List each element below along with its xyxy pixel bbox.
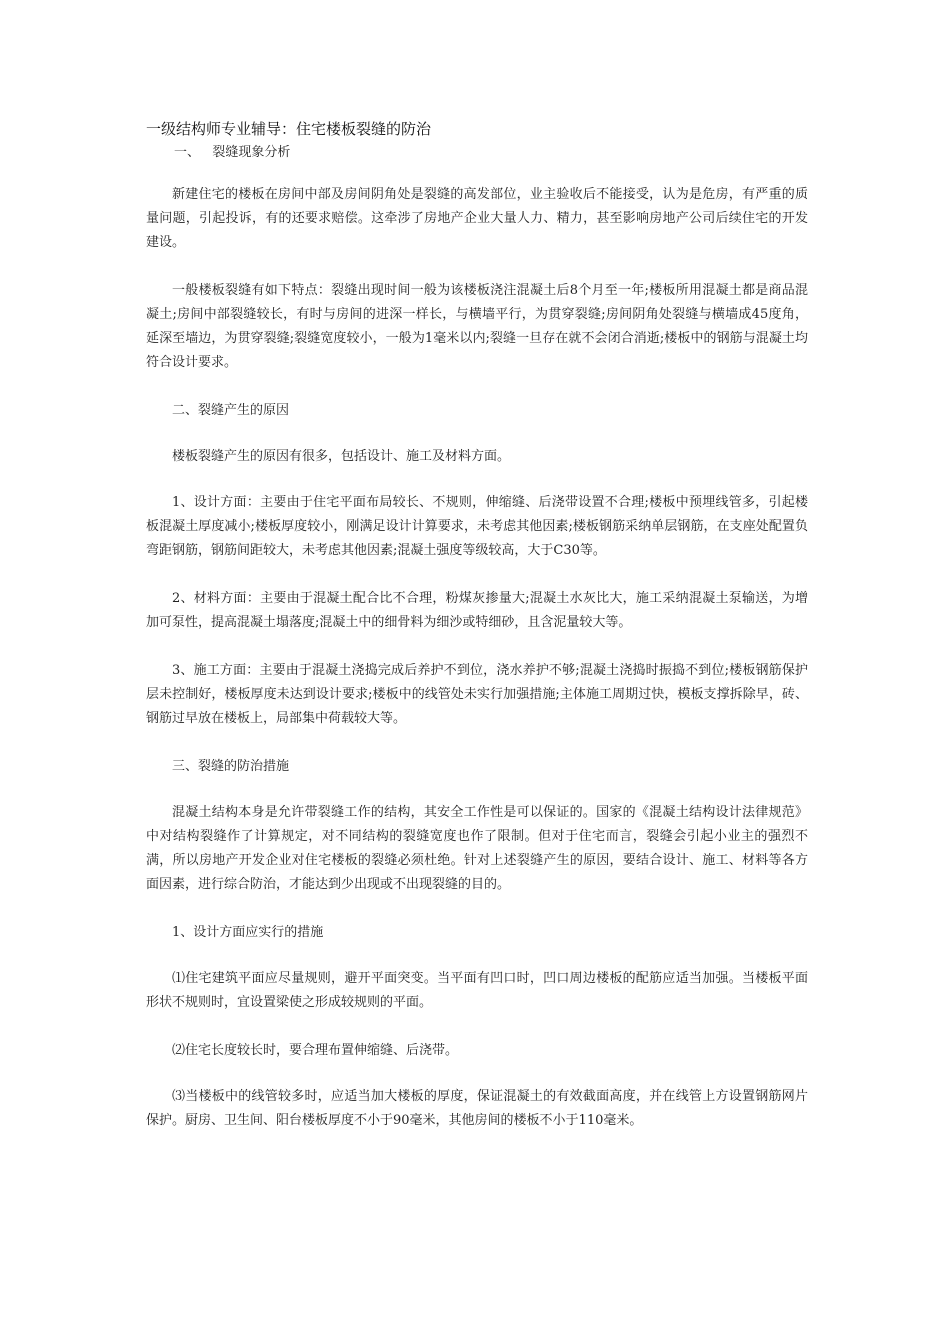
section-heading-3: 三、裂缝的防治措施 bbox=[172, 759, 290, 774]
section-heading-2: 二、裂缝产生的原因 bbox=[172, 403, 290, 418]
paragraph-construction-causes: 3、施工方面：主要由于混凝土浇捣完成后养护不到位，浇水养护不够;混凝土浇捣时振捣不到位;楼板钢筋保护层未控制好，楼板厚度未达到设计要求;楼板中的线管处未实行加强措施;主体施工周期过快，模板支撑拆除早，砖、钢筋过早放在楼板上，局部集中荷载较大等。 bbox=[146, 663, 808, 726]
document-body bbox=[146, 118, 808, 1157]
section-heading-1: 一、 裂缝现象分析 bbox=[174, 145, 291, 160]
paragraph-measure-3: ⑶当楼板中的线管较多时，应适当加大楼板的厚度，保证混凝土的有效截面高度，并在线管上方设置钢筋网片保护。厨房、卫生间、阳台楼板厚度不小于90毫米，其他房间的楼板不小于110毫米。 bbox=[146, 1089, 808, 1128]
paragraph-prevention-intro: 混凝土结构本身是允许带裂缝工作的结构，其安全工作性是可以保证的。国家的《混凝土结构设计法律规范》中对结构裂缝作了计算规定，对不同结构的裂缝宽度也作了限制。但对于住宅而言，裂缝会引起小业主的强烈不满，所以房地产开发企业对住宅楼板的裂缝必须杜绝。针对上述裂缝产生的原因，要结合设计、施工、材料等各方面因素，进行综合防治，才能达到少出现或不出现裂缝的目的。 bbox=[146, 805, 808, 892]
paragraph-design-causes: 1、设计方面：主要由于住宅平面布局较长、不规则，伸缩缝、后浇带设置不合理;楼板中预埋线管多，引起楼板混凝土厚度减小;楼板厚度较小，刚满足设计计算要求，未考虑其他因素;楼板钢筋采纳单层钢筋，在支座处配置负弯距钢筋，钢筋间距较大，未考虑其他因素;混凝土强度等级较高，大于C30等。 bbox=[146, 495, 808, 558]
paragraph-causes-intro: 楼板裂缝产生的原因有很多，包括设计、施工及材料方面。 bbox=[172, 449, 511, 464]
paragraph-material-causes: 2、材料方面：主要由于混凝土配合比不合理，粉煤灰掺量大;混凝土水灰比大，施工采纳混凝土泵输送，为增加可泵性，提高混凝土塌落度;混凝土中的细骨料为细沙或特细砂，且含泥量较大等。 bbox=[146, 591, 808, 630]
paragraph-measure-2: ⑵住宅长度较长时，要合理布置伸缩缝、后浇带。 bbox=[172, 1043, 459, 1058]
paragraph-measure-1: ⑴住宅建筑平面应尽量规则，避开平面突变。当平面有凹口时，凹口周边楼板的配筋应适当加强。当楼板平面形状不规则时，宜设置梁使之形成较规则的平面。 bbox=[146, 971, 808, 1010]
subheading-design-measures: 1、设计方面应实行的措施 bbox=[172, 925, 324, 940]
paragraph-background: 新建住宅的楼板在房间中部及房间阴角处是裂缝的高发部位，业主验收后不能接受，认为是危房，有严重的质量问题，引起投诉，有的还要求赔偿。这牵涉了房地产企业大量人力、精力，甚至影响房地产公司后续住宅的开发建设。 bbox=[146, 187, 808, 250]
paragraph-crack-features: 一般楼板裂缝有如下特点：裂缝出现时间一般为该楼板浇注混凝土后8个月至一年;楼板所用混凝土都是商品混凝土;房间中部裂缝较长，有时与房间的进深一样长，与横墙平行，为贯穿裂缝;房间阴角处裂缝与横墙成45度角，延深至墙边，为贯穿裂缝;裂缝宽度较小，一般为1毫米以内;裂缝一旦存在就不会闭合消逝;楼板中的钢筋与混凝土均符合设计要求。 bbox=[146, 283, 808, 370]
document-title: 一级结构师专业辅导：住宅楼板裂缝的防治 bbox=[146, 120, 432, 138]
